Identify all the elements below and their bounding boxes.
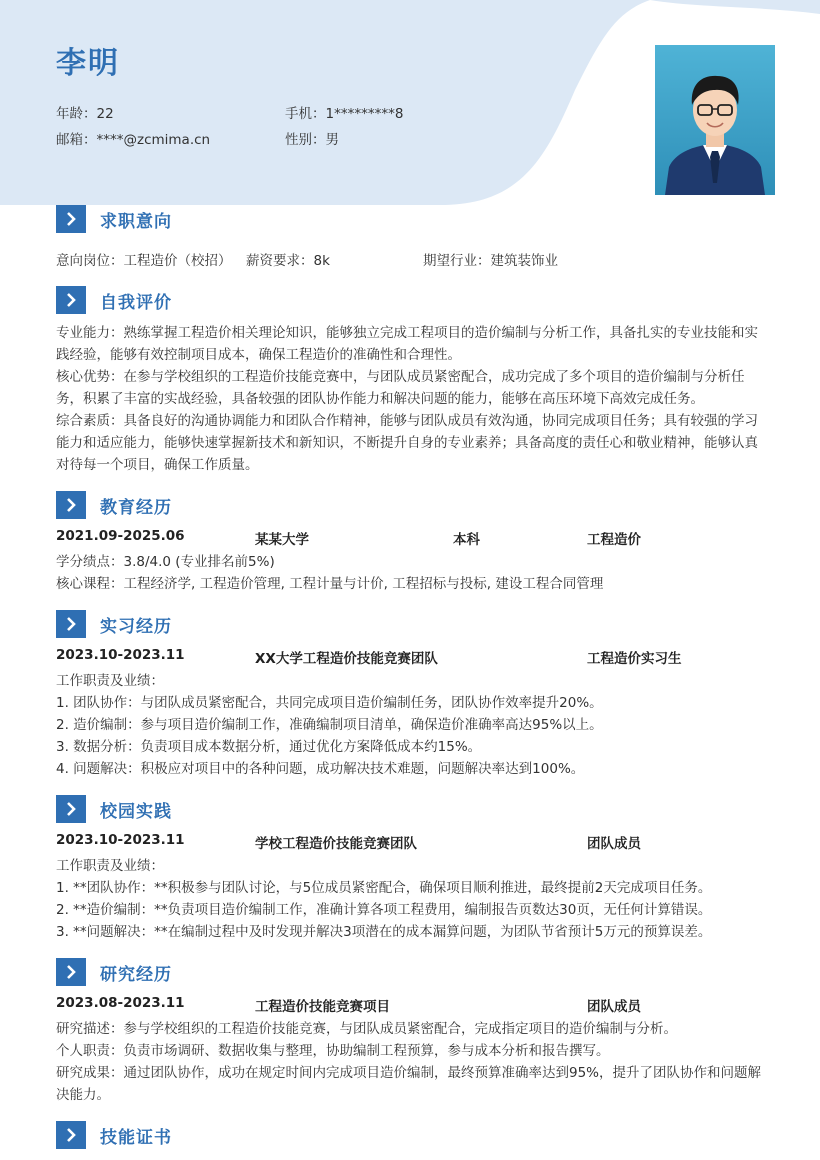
research-description: 研究描述：参与学校组织的工程造价技能竞赛，与团队成员紧密配合，完成指定项目的造价编制与分析。 — [56, 1021, 677, 1037]
chevron-right-icon — [56, 491, 86, 519]
education-header-row — [56, 528, 770, 550]
section-education — [56, 491, 172, 519]
internship-header-row — [56, 647, 770, 669]
research-date: 2023.08-2023.11 — [56, 995, 185, 1011]
list-item: 3. 数据分析：负责项目成本数据分析，通过优化方案降低成本约15%。 — [56, 739, 482, 755]
education-major: 工程造价 — [587, 532, 641, 548]
campus-org: 学校工程造价技能竞赛团队 — [255, 836, 417, 852]
education-school: 某某大学 — [255, 532, 309, 548]
list-item: 3. **问题解决：**在编制过程中及时发现并解决3项潜在的成本漏算问题，为团队节省预计5万元的预算误差。 — [56, 924, 712, 940]
profile-photo — [655, 45, 775, 195]
section-skills-certificates — [56, 1121, 172, 1149]
section-title: 技能证书 — [100, 1127, 172, 1148]
candidate-name: 李明 — [56, 46, 120, 81]
chevron-right-icon — [56, 795, 86, 823]
internship-date: 2023.10-2023.11 — [56, 647, 185, 663]
self-eval-quality: 综合素质：具备良好的沟通协调能力和团队合作精神，能够与团队成员有效沟通，协同完成项目任务；具有较强的学习能力和适应能力，能够快速掌握新技术和新知识，不断提升自身的专业素养；具备高度的责任心和敬业精神，能够认真对待每一个项目，确保工作质量。 — [56, 413, 758, 473]
chevron-right-icon — [56, 1121, 86, 1149]
research-role: 团队成员 — [587, 999, 641, 1015]
age-field: 年龄：22 — [56, 106, 114, 122]
campus-date: 2023.10-2023.11 — [56, 832, 185, 848]
section-title: 自我评价 — [100, 292, 172, 313]
intent-salary: 薪资要求：8k — [246, 253, 330, 269]
education-courses: 核心课程：工程经济学, 工程造价管理, 工程计量与计价, 工程招标与投标, 建设工程合同管理 — [56, 576, 604, 592]
section-title: 求职意向 — [100, 211, 172, 232]
list-item: 1. **团队协作：**积极参与团队讨论，与5位成员紧密配合，确保项目顺利推进，最终提前2天完成项目任务。 — [56, 880, 712, 896]
list-item: 2. 造价编制：参与项目造价编制工作，准确编制项目清单，确保造价准确率高达95%以上。 — [56, 717, 603, 733]
section-title: 实习经历 — [100, 616, 172, 637]
chevron-right-icon — [56, 286, 86, 314]
section-campus-practice — [56, 795, 172, 823]
education-degree: 本科 — [453, 532, 480, 548]
list-item: 4. 问题解决：积极应对项目中的各种问题，成功解决技术难题，问题解决率达到100%。 — [56, 761, 585, 777]
list-item: 1. 团队协作：与团队成员紧密配合，共同完成项目造价编制任务，团队协作效率提升20%。 — [56, 695, 603, 711]
gender-field: 性别：男 — [285, 132, 339, 148]
research-result: 研究成果：通过团队协作，成功在规定时间内完成项目造价编制，最终预算准确率达到95%，提升了团队协作和问题解决能力。 — [56, 1065, 762, 1103]
intent-position: 意向岗位：工程造价（校招） — [56, 253, 232, 269]
internship-intro: 工作职责及业绩： — [56, 673, 164, 689]
section-job-intent — [56, 205, 172, 233]
internship-org: XX大学工程造价技能竞赛团队 — [255, 651, 438, 667]
research-project: 工程造价技能竞赛项目 — [255, 999, 390, 1015]
chevron-right-icon — [56, 958, 86, 986]
chevron-right-icon — [56, 205, 86, 233]
self-eval-professional: 专业能力：熟练掌握工程造价相关理论知识，能够独立完成工程项目的造价编制与分析工作，具备扎实的专业技能和实践经验，能够有效控制项目成本，确保工程造价的准确性和合理性。 — [56, 325, 758, 363]
section-title: 教育经历 — [100, 497, 172, 518]
phone-field: 手机：1*********8 — [285, 106, 404, 122]
list-item: 2. **造价编制：**负责项目造价编制工作，准确计算各项工程费用，编制报告页数达30页，无任何计算错误。 — [56, 902, 712, 918]
section-research — [56, 958, 172, 986]
campus-role: 团队成员 — [587, 836, 641, 852]
email-field: 邮箱：****@zcmima.cn — [56, 132, 211, 148]
section-self-evaluation — [56, 286, 172, 314]
research-duty: 个人职责：负责市场调研、数据收集与整理，协助编制工程预算，参与成本分析和报告撰写。 — [56, 1043, 610, 1059]
section-internship — [56, 610, 172, 638]
internship-role: 工程造价实习生 — [587, 651, 682, 667]
chevron-right-icon — [56, 610, 86, 638]
section-title: 研究经历 — [100, 964, 172, 985]
education-date: 2021.09-2025.06 — [56, 528, 185, 544]
self-eval-advantage: 核心优势：在参与学校组织的工程造价技能竞赛中，与团队成员紧密配合，成功完成了多个项目的造价编制与分析任务，积累了丰富的实战经验，具备较强的团队协作能力和解决问题的能力，能够在高压环境下高效完成任务。 — [56, 369, 745, 407]
campus-intro: 工作职责及业绩： — [56, 858, 164, 874]
intent-industry: 期望行业：建筑装饰业 — [423, 253, 558, 269]
campus-header-row — [56, 832, 770, 854]
education-gpa: 学分绩点：3.8/4.0 (专业排名前5%) — [56, 554, 275, 570]
section-title: 校园实践 — [100, 801, 172, 822]
research-header-row — [56, 995, 770, 1017]
